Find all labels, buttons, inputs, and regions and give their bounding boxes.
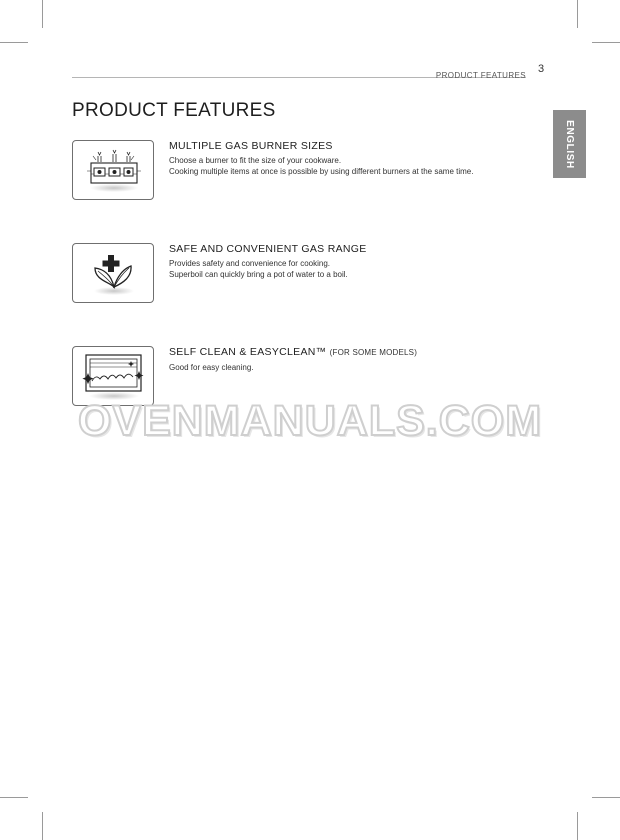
page-number: 3 xyxy=(538,63,545,75)
language-tab-label: ENGLISH xyxy=(564,119,575,169)
leaf-cross-icon xyxy=(72,243,154,303)
gas-burners-icon xyxy=(72,140,154,200)
crop-mark xyxy=(42,0,43,28)
crop-mark xyxy=(592,797,620,798)
running-header-title: PRODUCT FEATURES xyxy=(435,71,526,80)
feature-note: (FOR SOME MODELS) xyxy=(329,348,418,357)
feature-description-line: Good for easy cleaning. xyxy=(169,363,254,372)
crop-mark xyxy=(0,42,28,43)
crop-mark xyxy=(577,0,578,28)
crop-mark xyxy=(577,812,578,840)
feature-description-line: Superboil can quickly bring a pot of water to a boil. xyxy=(169,270,348,279)
crop-mark xyxy=(0,797,28,798)
crop-mark xyxy=(592,42,620,43)
watermark: OVENMANUALS.COM xyxy=(77,397,543,445)
feature-multiple-gas-burners xyxy=(169,140,539,177)
feature-safe-gas-range xyxy=(169,243,539,280)
running-header xyxy=(72,63,526,78)
page-title: PRODUCT FEATURES xyxy=(72,100,276,121)
feature-title: MULTIPLE GAS BURNER SIZES xyxy=(169,140,333,152)
feature-description-line: Cooking multiple items at once is possible by using different burners at the same time. xyxy=(169,167,474,176)
feature-title: SELF CLEAN & EASYCLEAN™ (FOR SOME MODELS) xyxy=(169,346,418,358)
crop-mark xyxy=(42,812,43,840)
feature-description-line: Provides safety and convenience for cooking. xyxy=(169,259,330,268)
feature-self-clean xyxy=(169,346,539,373)
language-tab xyxy=(553,110,586,178)
feature-title: SAFE AND CONVENIENT GAS RANGE xyxy=(169,243,367,255)
feature-description-line: Choose a burner to fit the size of your cookware. xyxy=(169,156,342,165)
